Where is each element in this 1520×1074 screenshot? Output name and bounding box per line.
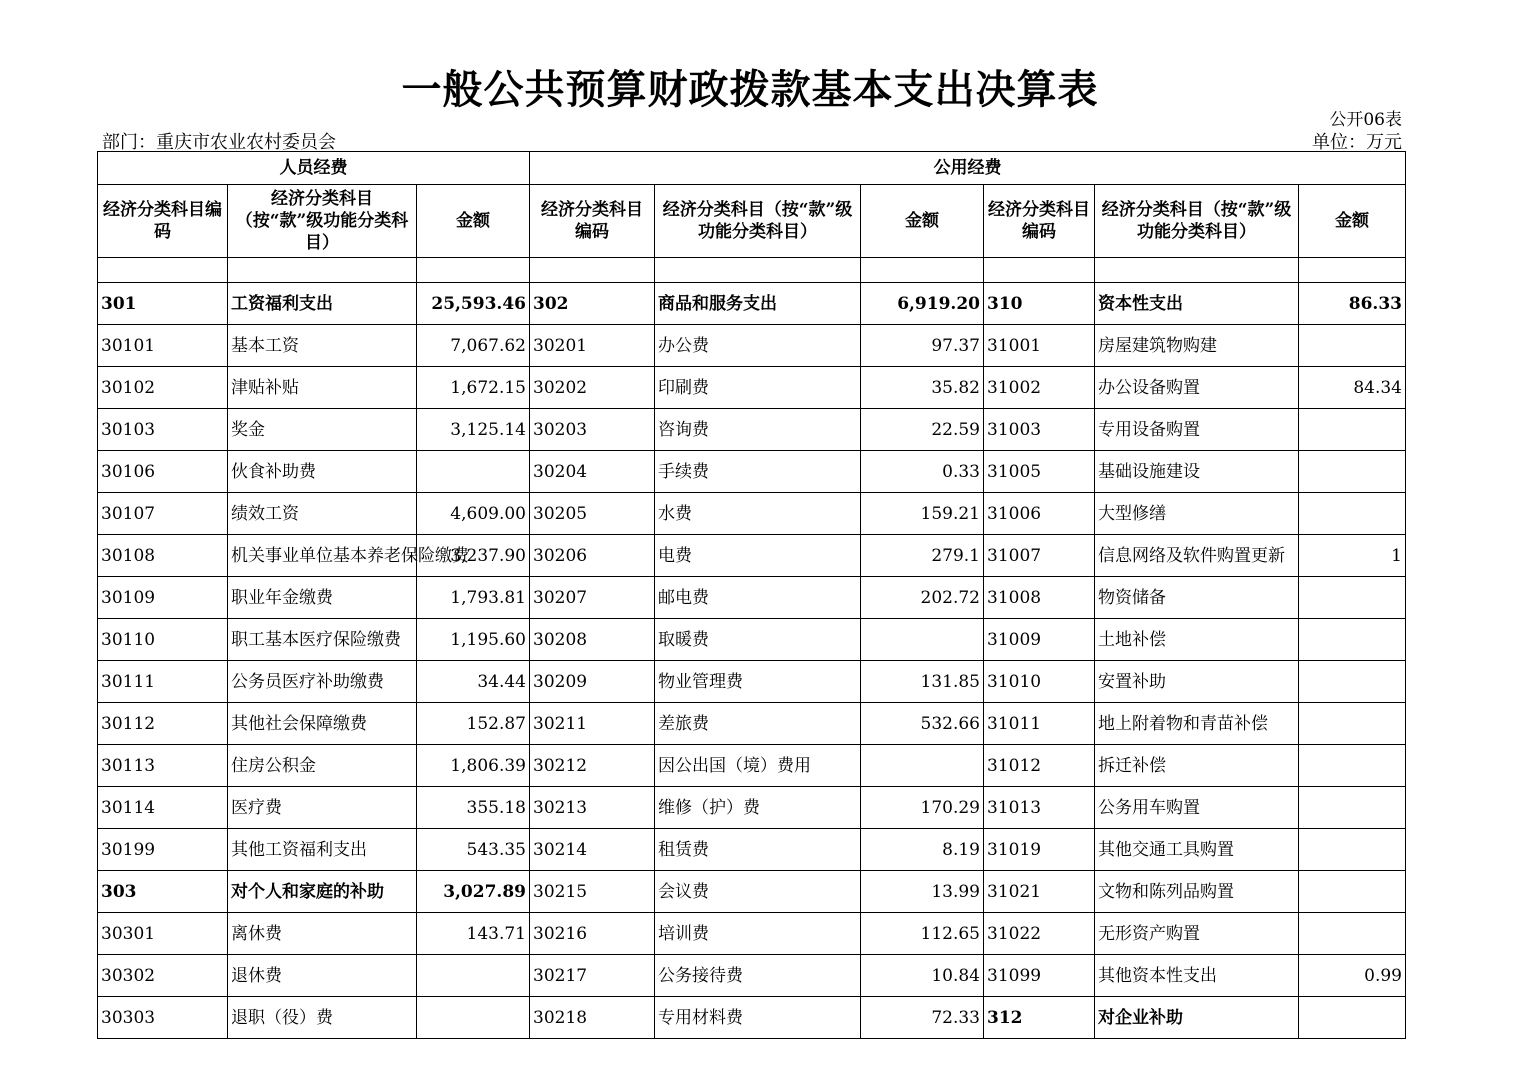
name-cell: 资本性支出 bbox=[1095, 283, 1299, 325]
amount-cell bbox=[1299, 325, 1406, 367]
name-cell: 退休费 bbox=[228, 955, 417, 997]
col-header-code: 经济分类科目编码 bbox=[530, 185, 655, 258]
amount-cell: 3,027.89 bbox=[417, 871, 530, 913]
group-header-row bbox=[98, 152, 1406, 185]
name-cell: 电费 bbox=[655, 535, 861, 577]
amount-cell: 97.37 bbox=[861, 325, 984, 367]
blank-row bbox=[98, 258, 1406, 283]
code-cell: 310 bbox=[984, 283, 1095, 325]
code-cell: 31022 bbox=[984, 913, 1095, 955]
code-cell: 31013 bbox=[984, 787, 1095, 829]
name-cell: 房屋建筑物购建 bbox=[1095, 325, 1299, 367]
amount-cell: 279.1 bbox=[861, 535, 984, 577]
col-header-name: 经济分类科目（按“款”级功能分类科目） bbox=[655, 185, 861, 258]
code-cell: 30110 bbox=[98, 619, 228, 661]
name-cell: 办公设备购置 bbox=[1095, 367, 1299, 409]
name-cell: 办公费 bbox=[655, 325, 861, 367]
table-row bbox=[98, 745, 1406, 787]
table-row bbox=[98, 325, 1406, 367]
name-cell: 退职（役）费 bbox=[228, 997, 417, 1039]
empty-cell bbox=[1095, 258, 1299, 283]
amount-cell: 355.18 bbox=[417, 787, 530, 829]
amount-cell: 0.99 bbox=[1299, 955, 1406, 997]
name-cell: 职业年金缴费 bbox=[228, 577, 417, 619]
name-cell: 大型修缮 bbox=[1095, 493, 1299, 535]
code-cell: 30211 bbox=[530, 703, 655, 745]
amount-cell: 532.66 bbox=[861, 703, 984, 745]
name-cell: 离休费 bbox=[228, 913, 417, 955]
name-cell: 维修（护）费 bbox=[655, 787, 861, 829]
amount-cell: 131.85 bbox=[861, 661, 984, 703]
code-cell: 30102 bbox=[98, 367, 228, 409]
name-cell: 其他交通工具购置 bbox=[1095, 829, 1299, 871]
amount-cell: 3,237.90 bbox=[417, 535, 530, 577]
name-cell: 专用设备购置 bbox=[1095, 409, 1299, 451]
name-cell: 伙食补助费 bbox=[228, 451, 417, 493]
code-cell: 31010 bbox=[984, 661, 1095, 703]
code-cell: 30113 bbox=[98, 745, 228, 787]
code-cell: 30202 bbox=[530, 367, 655, 409]
name-cell: 邮电费 bbox=[655, 577, 861, 619]
code-cell: 31007 bbox=[984, 535, 1095, 577]
amount-cell: 13.99 bbox=[861, 871, 984, 913]
code-cell: 30114 bbox=[98, 787, 228, 829]
amount-cell: 202.72 bbox=[861, 577, 984, 619]
col-header-amount: 金额 bbox=[1299, 185, 1406, 258]
col-header-name: 经济分类科目（按“款”级功能分类科目） bbox=[1095, 185, 1299, 258]
table-row bbox=[98, 829, 1406, 871]
code-cell: 30107 bbox=[98, 493, 228, 535]
group-header-personnel: 人员经费 bbox=[98, 152, 530, 185]
name-cell: 因公出国（境）费用 bbox=[655, 745, 861, 787]
name-cell: 职工基本医疗保险缴费 bbox=[228, 619, 417, 661]
amount-cell bbox=[1299, 703, 1406, 745]
name-cell: 基础设施建设 bbox=[1095, 451, 1299, 493]
name-cell: 无形资产购置 bbox=[1095, 913, 1299, 955]
name-cell: 津贴补贴 bbox=[228, 367, 417, 409]
amount-cell bbox=[1299, 913, 1406, 955]
code-cell: 30301 bbox=[98, 913, 228, 955]
empty-cell bbox=[655, 258, 861, 283]
amount-cell: 1,672.15 bbox=[417, 367, 530, 409]
code-cell: 31099 bbox=[984, 955, 1095, 997]
amount-cell: 34.44 bbox=[417, 661, 530, 703]
amount-cell bbox=[417, 955, 530, 997]
table-row bbox=[98, 493, 1406, 535]
expenditure-table bbox=[97, 151, 1406, 1039]
amount-cell: 7,067.62 bbox=[417, 325, 530, 367]
name-cell: 其他社会保障缴费 bbox=[228, 703, 417, 745]
code-cell: 30101 bbox=[98, 325, 228, 367]
name-cell: 取暖费 bbox=[655, 619, 861, 661]
code-cell: 30206 bbox=[530, 535, 655, 577]
name-cell: 安置补助 bbox=[1095, 661, 1299, 703]
table-row bbox=[98, 451, 1406, 493]
code-cell: 30106 bbox=[98, 451, 228, 493]
name-cell: 物业管理费 bbox=[655, 661, 861, 703]
name-cell: 其他资本性支出 bbox=[1095, 955, 1299, 997]
empty-cell bbox=[1299, 258, 1406, 283]
code-cell: 31021 bbox=[984, 871, 1095, 913]
col-header-code: 经济分类科目编码 bbox=[984, 185, 1095, 258]
empty-cell bbox=[228, 258, 417, 283]
code-cell: 30109 bbox=[98, 577, 228, 619]
col-header-amount: 金额 bbox=[861, 185, 984, 258]
name-cell: 医疗费 bbox=[228, 787, 417, 829]
amount-cell: 6,919.20 bbox=[861, 283, 984, 325]
code-cell: 30111 bbox=[98, 661, 228, 703]
amount-cell bbox=[417, 997, 530, 1039]
name-cell: 商品和服务支出 bbox=[655, 283, 861, 325]
name-cell: 公务用车购置 bbox=[1095, 787, 1299, 829]
code-cell: 30199 bbox=[98, 829, 228, 871]
name-cell: 租赁费 bbox=[655, 829, 861, 871]
code-cell: 303 bbox=[98, 871, 228, 913]
code-cell: 31003 bbox=[984, 409, 1095, 451]
amount-cell: 143.71 bbox=[417, 913, 530, 955]
department-label: 部门：重庆市农业农村委员会 bbox=[102, 132, 336, 153]
table-row bbox=[98, 409, 1406, 451]
amount-cell bbox=[1299, 577, 1406, 619]
name-cell: 印刷费 bbox=[655, 367, 861, 409]
amount-cell bbox=[1299, 787, 1406, 829]
code-cell: 30302 bbox=[98, 955, 228, 997]
name-cell: 公务员医疗补助缴费 bbox=[228, 661, 417, 703]
code-cell: 30214 bbox=[530, 829, 655, 871]
code-cell: 30215 bbox=[530, 871, 655, 913]
amount-cell: 1 bbox=[1299, 535, 1406, 577]
code-cell: 30103 bbox=[98, 409, 228, 451]
code-cell: 31001 bbox=[984, 325, 1095, 367]
table-row bbox=[98, 703, 1406, 745]
name-cell: 对个人和家庭的补助 bbox=[228, 871, 417, 913]
code-cell: 30216 bbox=[530, 913, 655, 955]
code-cell: 31006 bbox=[984, 493, 1095, 535]
table-row bbox=[98, 283, 1406, 325]
code-cell: 30213 bbox=[530, 787, 655, 829]
table-row bbox=[98, 913, 1406, 955]
amount-cell: 1,806.39 bbox=[417, 745, 530, 787]
code-cell: 302 bbox=[530, 283, 655, 325]
name-cell: 基本工资 bbox=[228, 325, 417, 367]
name-cell: 物资储备 bbox=[1095, 577, 1299, 619]
name-cell: 绩效工资 bbox=[228, 493, 417, 535]
amount-cell: 10.84 bbox=[861, 955, 984, 997]
code-cell: 30212 bbox=[530, 745, 655, 787]
name-cell: 机关事业单位基本养老保险缴费 bbox=[228, 535, 417, 577]
amount-cell: 159.21 bbox=[861, 493, 984, 535]
amount-cell: 8.19 bbox=[861, 829, 984, 871]
column-header-row bbox=[98, 185, 1406, 258]
code-cell: 31002 bbox=[984, 367, 1095, 409]
code-cell: 31011 bbox=[984, 703, 1095, 745]
code-cell: 312 bbox=[984, 997, 1095, 1039]
code-cell: 30205 bbox=[530, 493, 655, 535]
amount-cell: 170.29 bbox=[861, 787, 984, 829]
name-cell: 工资福利支出 bbox=[228, 283, 417, 325]
code-cell: 31008 bbox=[984, 577, 1095, 619]
empty-cell bbox=[530, 258, 655, 283]
name-cell: 专用材料费 bbox=[655, 997, 861, 1039]
amount-cell: 0.33 bbox=[861, 451, 984, 493]
amount-cell bbox=[1299, 409, 1406, 451]
name-cell: 会议费 bbox=[655, 871, 861, 913]
amount-cell bbox=[861, 745, 984, 787]
code-cell: 30204 bbox=[530, 451, 655, 493]
code-cell: 30208 bbox=[530, 619, 655, 661]
name-cell: 差旅费 bbox=[655, 703, 861, 745]
code-cell: 31019 bbox=[984, 829, 1095, 871]
table-row bbox=[98, 955, 1406, 997]
code-cell: 301 bbox=[98, 283, 228, 325]
name-cell: 土地补偿 bbox=[1095, 619, 1299, 661]
code-cell: 30207 bbox=[530, 577, 655, 619]
amount-cell: 3,125.14 bbox=[417, 409, 530, 451]
empty-cell bbox=[98, 258, 228, 283]
name-cell: 拆迁补偿 bbox=[1095, 745, 1299, 787]
code-cell: 31012 bbox=[984, 745, 1095, 787]
col-header-code: 经济分类科目编码 bbox=[98, 185, 228, 258]
unit-label: 单位：万元 bbox=[1312, 132, 1402, 153]
name-cell: 培训费 bbox=[655, 913, 861, 955]
amount-cell bbox=[1299, 997, 1406, 1039]
amount-cell: 25,593.46 bbox=[417, 283, 530, 325]
amount-cell bbox=[1299, 871, 1406, 913]
code-cell: 30112 bbox=[98, 703, 228, 745]
name-cell: 对企业补助 bbox=[1095, 997, 1299, 1039]
name-cell: 奖金 bbox=[228, 409, 417, 451]
table-row bbox=[98, 997, 1406, 1039]
form-number: 公开06表 bbox=[1329, 110, 1402, 130]
code-cell: 30209 bbox=[530, 661, 655, 703]
amount-cell: 4,609.00 bbox=[417, 493, 530, 535]
group-header-public: 公用经费 bbox=[530, 152, 1406, 185]
amount-cell bbox=[861, 619, 984, 661]
name-cell: 水费 bbox=[655, 493, 861, 535]
page-title: 一般公共预算财政拨款基本支出决算表 bbox=[401, 66, 1099, 113]
code-cell: 30203 bbox=[530, 409, 655, 451]
amount-cell: 1,793.81 bbox=[417, 577, 530, 619]
table-row bbox=[98, 577, 1406, 619]
amount-cell: 72.33 bbox=[861, 997, 984, 1039]
name-cell: 信息网络及软件购置更新 bbox=[1095, 535, 1299, 577]
amount-cell bbox=[1299, 493, 1406, 535]
amount-cell: 84.34 bbox=[1299, 367, 1406, 409]
amount-cell bbox=[1299, 451, 1406, 493]
empty-cell bbox=[984, 258, 1095, 283]
code-cell: 31009 bbox=[984, 619, 1095, 661]
amount-cell bbox=[1299, 619, 1406, 661]
name-cell: 手续费 bbox=[655, 451, 861, 493]
empty-cell bbox=[417, 258, 530, 283]
col-header-name: 经济分类科目（按“款”级功能分类科目） bbox=[228, 185, 417, 258]
name-cell: 咨询费 bbox=[655, 409, 861, 451]
empty-cell bbox=[861, 258, 984, 283]
name-cell: 公务接待费 bbox=[655, 955, 861, 997]
table-row bbox=[98, 871, 1406, 913]
amount-cell: 35.82 bbox=[861, 367, 984, 409]
amount-cell: 152.87 bbox=[417, 703, 530, 745]
amount-cell bbox=[417, 451, 530, 493]
table-row bbox=[98, 619, 1406, 661]
amount-cell bbox=[1299, 745, 1406, 787]
table-row bbox=[98, 787, 1406, 829]
amount-cell: 543.35 bbox=[417, 829, 530, 871]
name-cell: 住房公积金 bbox=[228, 745, 417, 787]
code-cell: 30201 bbox=[530, 325, 655, 367]
code-cell: 30217 bbox=[530, 955, 655, 997]
amount-cell bbox=[1299, 661, 1406, 703]
amount-cell bbox=[1299, 829, 1406, 871]
amount-cell: 86.33 bbox=[1299, 283, 1406, 325]
table-row bbox=[98, 367, 1406, 409]
name-cell: 地上附着物和青苗补偿 bbox=[1095, 703, 1299, 745]
col-header-amount: 金额 bbox=[417, 185, 530, 258]
code-cell: 30218 bbox=[530, 997, 655, 1039]
amount-cell: 112.65 bbox=[861, 913, 984, 955]
code-cell: 30303 bbox=[98, 997, 228, 1039]
name-cell: 其他工资福利支出 bbox=[228, 829, 417, 871]
code-cell: 31005 bbox=[984, 451, 1095, 493]
code-cell: 30108 bbox=[98, 535, 228, 577]
table-row bbox=[98, 535, 1406, 577]
amount-cell: 1,195.60 bbox=[417, 619, 530, 661]
amount-cell: 22.59 bbox=[861, 409, 984, 451]
name-cell: 文物和陈列品购置 bbox=[1095, 871, 1299, 913]
table-row bbox=[98, 661, 1406, 703]
